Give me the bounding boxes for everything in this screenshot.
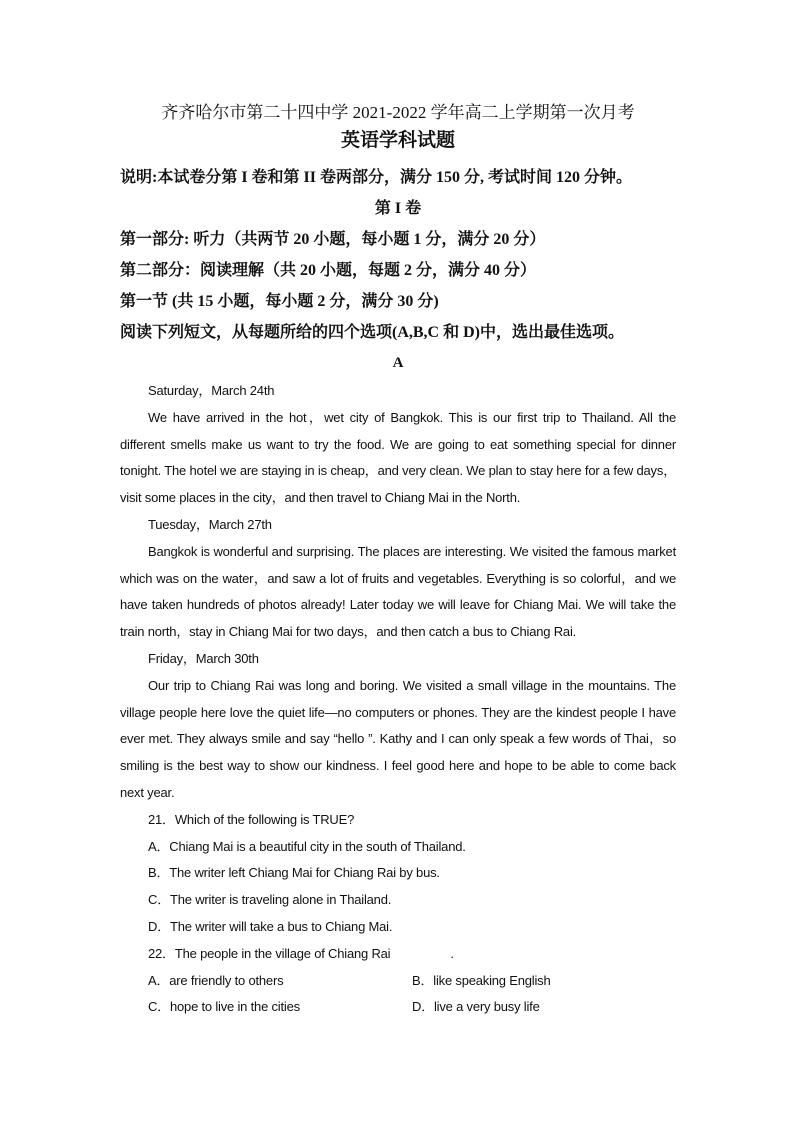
exam-title-line2: 英语学科试题 (340, 130, 455, 151)
question-21-stem: 21．Which of the following is TRUE? (148, 811, 355, 827)
part1-heading: 第一部分: 听力（共两节 20 小题，每小题 1 分，满分 20 分） (120, 231, 546, 248)
entry-paragraph: Bangkok is wonderful and surprising. The places are interesting. We visited the famous market which was on the water，and saw a lot of fruits and vegetables. Everything is so colorful，and we have taken hundreds of photos already! Later today we will leave for Chiang Mai. We will take the train north，stay in Chiang Mai for two days，and then catch a bus to Chiang Rai. (120, 543, 676, 640)
question-22-options-row-1 (120, 968, 676, 995)
exam-note: 说明:本试卷分第 I 卷和第 II 卷两部分，满分 150 分, 考试时间 120 分钟。 (120, 169, 633, 186)
entry-paragraph: Our trip to Chiang Rai was long and boring. We visited a small village in the mountains. The village people here love the quiet life—no computers or phones. They are the kindest people I have ever met. They always smile and say “hello ”. Kathy and I can only speak a few words of Thai，so smiling is the best way to show our kindness. I feel good here and hope to be able to come back next year. (120, 677, 676, 800)
question-21-option-c: C．The writer is traveling alone in Thailand. (148, 892, 392, 908)
passage-body (120, 378, 676, 1021)
exam-page (120, 96, 676, 1021)
question-22-stem-end: . (450, 945, 454, 961)
part2-heading: 第二部分：阅读理解（共 20 小题，每题 2 分，满分 40 分） (120, 262, 537, 279)
passage-letter: A (392, 355, 404, 371)
entry-date: Tuesday，March 27th (148, 516, 272, 532)
question-22-stem-line (120, 941, 676, 968)
reading-instruction: 阅读下列短文，从每题所给的四个选项(A,B,C 和 D)中，选出最佳选项。 (120, 324, 624, 341)
question-21-option-a: A．Chiang Mai is a beautiful city in the south of Thailand. (148, 838, 466, 854)
question-22-option-a: A．are friendly to others (148, 972, 284, 988)
entry-date: Saturday，March 24th (148, 383, 275, 398)
question-22-options-row-2 (120, 994, 676, 1021)
section1-heading: 第一节 (共 15 小题，每小题 2 分，满分 30 分) (120, 293, 439, 310)
question-22-option-b: B．like speaking English (412, 972, 551, 988)
exam-title-line1: 齐齐哈尔市第二十四中学 2021-2022 学年高二上学期第一次月考 (161, 103, 635, 122)
question-22-option-d: D．live a very busy life (412, 999, 540, 1015)
question-21-option-b: B．The writer left Chiang Mai for Chiang Rai by bus. (148, 865, 440, 881)
volume-title: 第 I 卷 (374, 200, 422, 217)
entry-date: Friday，March 30th (148, 650, 259, 666)
question-22-option-c: C．hope to live in the cities (148, 999, 300, 1015)
question-22-stem: 22．The people in the village of Chiang Rai (148, 945, 391, 961)
entry-paragraph: We have arrived in the hot，wet city of Bangkok. This is our first trip to Thailand. All the different smells make us want to try the food. We are going to eat something special for dinner tonight. The hotel we are staying in is cheap，and very clean. We plan to stay here for a few days，visit some places in the city，and then travel to Chiang Mai in the North. (120, 409, 676, 506)
question-21-option-d: D．The writer will take a bus to Chiang Mai. (148, 918, 393, 934)
